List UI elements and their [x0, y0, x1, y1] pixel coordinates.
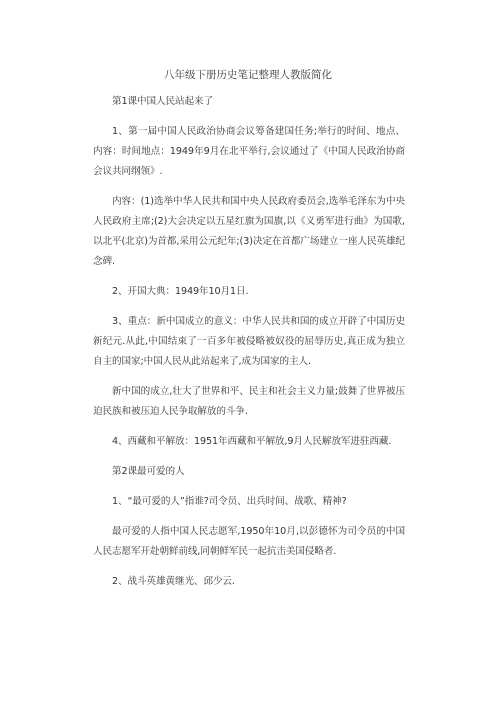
paragraph-significance-world: 新中国的成立,壮大了世界和平、民主和社会主义力量;鼓舞了世界被压迫民族和被压迫人民争取解放的斗争.	[93, 386, 405, 417]
paragraph-heroes: 2、战斗英雄黄继光、邱少云.	[112, 576, 235, 587]
document-title: 八年级下册历史笔记整理人教版简化	[164, 69, 332, 81]
lesson-1-heading: 第1课中国人民站起来了	[112, 96, 213, 107]
lesson-2-heading: 第2课最可爱的人	[112, 466, 185, 477]
paragraph-volunteers: 最可爱的人指中国人民志愿军,1950年10月,以彭德怀为司令员的中国人民志愿军开赴朝鲜前线,同朝鲜军民一起抗击美国侵略者.	[93, 526, 405, 557]
paragraph-conference: 1、第一届中国人民政治协商会议筹备建国任务;举行的时间、地点、内容：时间地点：1949年9月在北平举行,会议通过了《中国人民政治协商会议共同纲领》.	[93, 126, 405, 177]
document-body	[93, 92, 405, 602]
paragraph-conference-content: 内容：(1)选举中华人民共和国中央人民政府委员会,选举毛泽东为中央人民政府主席;(2)大会决定以五星红旗为国旗,以《义勇军进行曲》为国歌,以北平(北京)为首都,采用公元纪年;(3)决定在首都广场建立一座人民英雄纪念碑.	[93, 196, 405, 267]
paragraph-question: 1、“最可爱的人”指谁?司令员、出兵时间、战歌、精神?	[112, 496, 347, 507]
paragraph-founding-ceremony: 2、开国大典：1949年10月1日.	[112, 286, 249, 297]
paragraph-tibet: 4、西藏和平解放：1951年西藏和平解放,9月人民解放军进驻西藏.	[112, 436, 392, 447]
paragraph-significance: 3、重点：新中国成立的意义：中华人民共和国的成立开辟了中国历史新纪元.从此,中国结束了一百多年被侵略被奴役的屈辱历史,真正成为独立自主的国家;中国人民从此站起来了,成为国家的主人.	[93, 316, 405, 367]
